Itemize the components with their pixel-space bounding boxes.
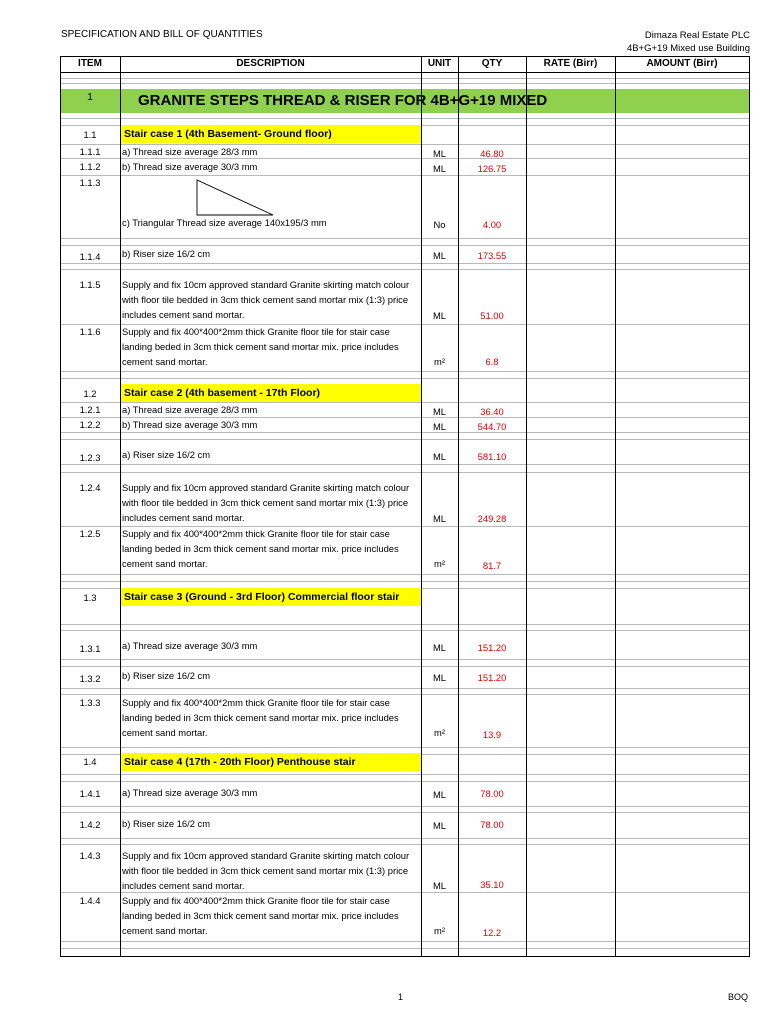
section-title: GRANITE STEPS THREAD & RISER FOR 4B+G+19 MIXED <box>138 92 548 109</box>
item-qty: 35.10 <box>480 879 504 890</box>
grid-line <box>60 581 750 582</box>
item-description: b) Riser size 16/2 cm <box>122 818 211 829</box>
grid-line <box>60 948 750 949</box>
document-title: SPECIFICATION AND BILL OF QUANTITIES <box>61 29 263 40</box>
item-qty: 36.40 <box>480 406 504 417</box>
item-unit: ML <box>432 451 447 462</box>
grid-line <box>60 659 750 660</box>
grid-line <box>60 941 750 942</box>
column-line <box>749 56 750 957</box>
grid-line <box>60 806 750 807</box>
header-item: ITEM <box>78 58 102 69</box>
item-description: a) Thread size average 28/3 mm <box>122 146 258 157</box>
item-qty: 12.2 <box>482 927 502 938</box>
grid-line <box>60 956 750 957</box>
item-description: Supply and fix 10cm approved standard Granite skirting match colour with floor tile bedded in 3cm thick cement sand mortar mix (1:3) price includes cement sand mortar. <box>122 482 410 523</box>
grid-line <box>60 439 750 440</box>
item-description: Supply and fix 400*400*2mm thick Granite floor tile for stair case landing beded in 3cm thick cement sand mortar mix. price includes cement sand mortar. <box>122 697 399 738</box>
subsection-title: Stair case 3 (Ground - 3rd Floor) Commercial floor stair <box>121 588 421 606</box>
item-unit: No <box>433 219 446 230</box>
item-qty: 249.28 <box>477 513 507 524</box>
subsection-title: Stair case 2 (4th basement - 17th Floor) <box>121 384 421 402</box>
item-qty: 581.10 <box>477 451 507 462</box>
item-number: 1.4.2 <box>79 819 101 830</box>
grid-line <box>60 238 750 239</box>
triangular-thread-sketch <box>195 177 275 217</box>
item-description: a) Thread size average 30/3 mm <box>122 640 258 651</box>
item-description: Supply and fix 10cm approved standard Granite skirting match colour with floor tile bedded in 3cm thick cement sand mortar mix (1:3) price includes cement sand mortar. <box>122 279 410 320</box>
item-qty: 78.00 <box>480 819 504 830</box>
item-number: 1.1.5 <box>79 279 101 290</box>
item-unit: ML <box>432 642 447 653</box>
item-number: 1.3.1 <box>79 643 101 654</box>
item-number: 1.4.1 <box>79 788 101 799</box>
item-number: 1.2.1 <box>79 404 101 415</box>
header-rate: RATE (Birr) <box>543 58 598 69</box>
item-number: 1.2.4 <box>79 482 101 493</box>
grid-line <box>60 263 750 264</box>
item-qty: 6.8 <box>485 356 499 367</box>
item-qty: 151.20 <box>477 642 507 653</box>
item-number: 1.3.3 <box>79 697 101 708</box>
item-qty: 78.00 <box>480 788 504 799</box>
item-qty: 81.7 <box>482 560 502 571</box>
item-description: Supply and fix 400*400*2mm thick Granite floor tile for stair case landing beded in 3cm thick cement sand mortar mix. price includes cement sand mortar. <box>122 528 399 569</box>
project-name: 4B+G+19 Mixed use Building <box>626 43 750 54</box>
grid-line <box>60 371 750 372</box>
grid-line <box>60 781 750 782</box>
item-unit: ML <box>432 250 447 261</box>
item-unit: ML <box>432 421 447 432</box>
header-description: DESCRIPTION <box>236 58 305 69</box>
item-qty: 173.55 <box>477 250 507 261</box>
item-description: a) Riser size 16/2 cm <box>122 449 211 460</box>
page-number: 1 <box>398 992 404 1002</box>
item-unit: m² <box>434 925 445 936</box>
grid-line <box>60 269 750 270</box>
item-qty: 544.70 <box>477 421 507 432</box>
grid-line <box>60 747 750 748</box>
item-unit: ML <box>432 880 447 891</box>
item-qty: 13.9 <box>482 729 502 740</box>
item-description: a) Thread size average 28/3 mm <box>122 404 258 415</box>
header-qty: QTY <box>481 58 503 69</box>
item-number: 1.2.2 <box>79 419 101 430</box>
item-number: 1.1.6 <box>79 326 101 337</box>
item-unit: ML <box>432 820 447 831</box>
grid-line <box>60 432 750 433</box>
grid-line <box>60 464 750 465</box>
item-description: Supply and fix 10cm approved standard Granite skirting match colour with floor tile bedded in 3cm thick cement sand mortar mix (1:3) price includes cement sand mortar. <box>122 850 410 891</box>
item-qty: 51.00 <box>480 310 504 321</box>
item-unit: ML <box>432 513 447 524</box>
item-qty: 4.00 <box>482 219 502 230</box>
column-line <box>120 56 121 957</box>
item-unit: ML <box>432 310 447 321</box>
grid-line <box>60 838 750 839</box>
item-unit: m² <box>434 356 445 367</box>
column-line <box>526 56 527 957</box>
item-description: b) Thread size average 30/3 mm <box>122 161 258 172</box>
grid-line <box>60 472 750 473</box>
grid-line <box>60 72 750 73</box>
grid-line <box>60 378 750 379</box>
item-unit: ML <box>432 163 447 174</box>
item-qty: 151.20 <box>477 672 507 683</box>
section-number: 1 <box>87 91 93 103</box>
item-number: 1.2.3 <box>79 452 101 463</box>
grid-line <box>60 118 750 119</box>
grid-line <box>60 78 750 79</box>
grid-line <box>60 83 750 84</box>
column-line <box>615 56 616 957</box>
header-amount: AMOUNT (Birr) <box>646 58 718 69</box>
item-number: 1.1.1 <box>79 146 101 157</box>
grid-line <box>60 688 750 689</box>
item-number: 1.4.4 <box>79 895 101 906</box>
grid-line <box>60 574 750 575</box>
item-unit: m² <box>434 727 445 738</box>
subsection-title: Stair case 4 (17th - 20th Floor) Penthouse stair <box>121 753 421 771</box>
item-number: 1.3.2 <box>79 673 101 684</box>
item-qty: 126.75 <box>477 163 507 174</box>
item-unit: ML <box>432 148 447 159</box>
item-unit: ML <box>432 789 447 800</box>
item-unit: ML <box>432 672 447 683</box>
item-description: c) Triangular Thread size average 140x195/3 mm <box>122 217 327 228</box>
item-description: a) Thread size average 30/3 mm <box>122 787 258 798</box>
item-description: b) Thread size average 30/3 mm <box>122 419 258 430</box>
item-number: 1.2.5 <box>79 528 101 539</box>
subsection-number: 1.3 <box>83 592 97 603</box>
grid-line <box>60 666 750 667</box>
subsection-number: 1.1 <box>83 129 97 140</box>
item-description: b) Riser size 16/2 cm <box>122 670 211 681</box>
item-number: 1.1.2 <box>79 161 101 172</box>
item-description: Supply and fix 400*400*2mm thick Granite floor tile for stair case landing beded in 3cm thick cement sand mortar mix. price includes cement sand mortar. <box>122 895 399 936</box>
grid-line <box>60 774 750 775</box>
grid-line <box>60 812 750 813</box>
grid-line <box>60 844 750 845</box>
item-qty: 46.80 <box>480 148 504 159</box>
sheet-name: BOQ <box>727 992 748 1002</box>
project-header <box>627 29 750 55</box>
item-number: 1.1.4 <box>79 251 101 262</box>
subsection-title: Stair case 1 (4th Basement- Ground floor) <box>121 125 421 143</box>
item-unit: m² <box>434 558 445 569</box>
subsection-number: 1.2 <box>83 388 97 399</box>
grid-line <box>60 630 750 631</box>
subsection-number: 1.4 <box>83 756 97 767</box>
grid-line <box>60 624 750 625</box>
item-number: 1.1.3 <box>79 177 101 188</box>
boq-table <box>60 56 750 957</box>
item-description: b) Riser size 16/2 cm <box>122 248 211 259</box>
item-unit: ML <box>432 406 447 417</box>
company-name: Dimaza Real Estate PLC <box>644 30 750 41</box>
grid-line <box>60 175 750 176</box>
item-number: 1.4.3 <box>79 850 101 861</box>
item-description: Supply and fix 400*400*2mm thick Granite floor tile for stair case landing beded in 3cm thick cement sand mortar mix. price includes cement sand mortar. <box>122 326 399 367</box>
header-unit: UNIT <box>427 58 452 69</box>
